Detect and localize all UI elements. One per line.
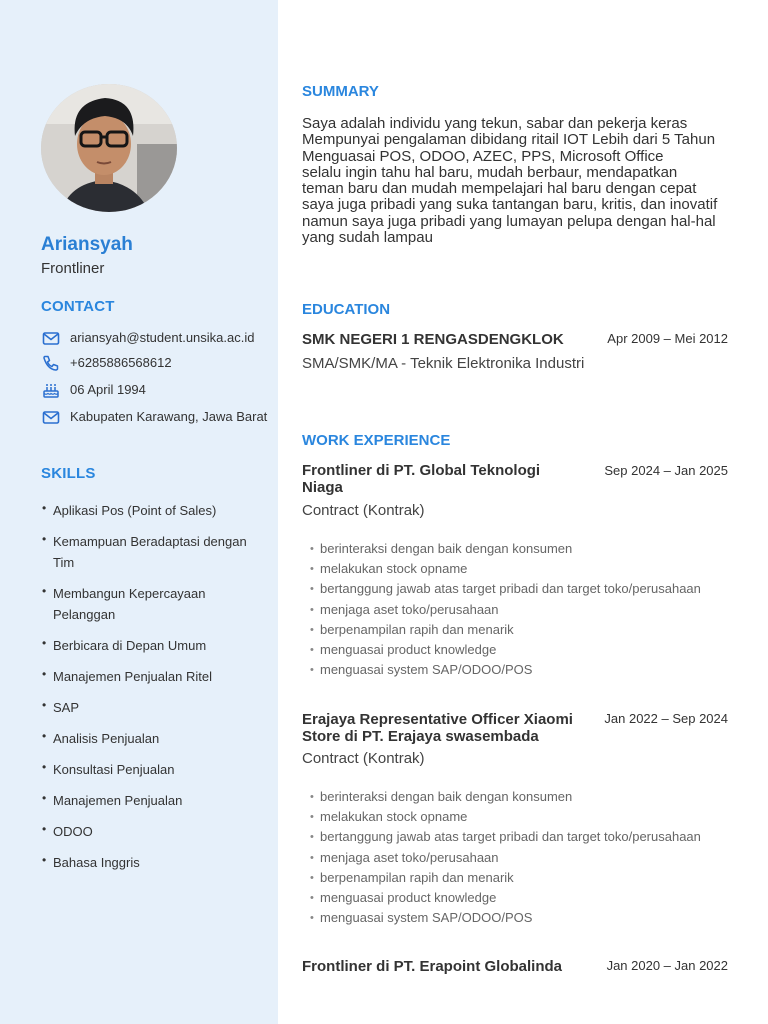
work-heading: WORK EXPERIENCE xyxy=(302,432,451,449)
skill-item: • Aplikasi Pos (Point of Sales) xyxy=(41,500,271,521)
education-program: SMA/SMK/MA - Teknik Elektronika Industri xyxy=(302,355,585,372)
profile-role: Frontliner xyxy=(41,260,105,277)
duty-item: • menguasai system SAP/ODOO/POS xyxy=(310,660,730,680)
contact-heading: CONTACT xyxy=(41,298,115,315)
job-contract: Contract (Kontrak) xyxy=(302,502,425,519)
contact-email-text: ariansyah@student.unsika.ac.id xyxy=(70,330,255,345)
contact-address-text: Kabupaten Karawang, Jawa Barat xyxy=(70,409,268,424)
skills-heading: SKILLS xyxy=(41,465,96,482)
cake-icon xyxy=(41,380,61,400)
job-duties xyxy=(310,539,730,680)
skill-item: • Analisis Penjualan xyxy=(41,728,271,749)
duty-item: • berpenampilan rapih dan menarik xyxy=(310,868,730,888)
skill-item: • Manajemen Penjualan xyxy=(41,790,271,811)
job-title: Erajaya Representative Officer Xiaomi Store di PT. Erajaya swasembada xyxy=(302,711,573,745)
job-duties xyxy=(310,787,730,928)
job-dates: Jan 2022 – Sep 2024 xyxy=(604,711,728,726)
education-heading: EDUCATION xyxy=(302,301,391,318)
job-contract: Contract (Kontrak) xyxy=(302,750,425,767)
skill-item: • Kemampuan Beradaptasi dengan Tim xyxy=(41,531,271,573)
education-school: SMK NEGERI 1 RENGASDENGKLOK xyxy=(302,331,564,348)
duty-item: • bertanggung jawab atas target pribadi dan target toko/perusahaan xyxy=(310,579,730,599)
job-dates: Sep 2024 – Jan 2025 xyxy=(604,463,728,478)
duty-item: • menguasai system SAP/ODOO/POS xyxy=(310,908,730,928)
duty-item: • menguasai product knowledge xyxy=(310,888,730,908)
duty-item: • berinteraksi dengan baik dengan konsumen xyxy=(310,539,730,559)
duty-item: • melakukan stock opname xyxy=(310,559,730,579)
duty-item: • menguasai product knowledge xyxy=(310,640,730,660)
skills-list xyxy=(41,500,271,883)
education-dates: Apr 2009 – Mei 2012 xyxy=(607,331,728,346)
skill-item: • ODOO xyxy=(41,821,271,842)
mail-icon xyxy=(41,328,61,348)
mail-icon xyxy=(41,407,61,427)
skill-item: • Manajemen Penjualan Ritel xyxy=(41,666,271,687)
job-title: Frontliner di PT. Global Teknologi Niaga xyxy=(302,462,541,496)
skill-item: • Membangun Kepercayaan Pelanggan xyxy=(41,583,271,625)
skill-item: • SAP xyxy=(41,697,271,718)
contact-phone[interactable] xyxy=(41,352,271,373)
contact-phone-text: +6285886568612 xyxy=(70,355,172,370)
skill-item: • Bahasa Inggris xyxy=(41,852,271,873)
profile-photo xyxy=(41,84,177,212)
contact-birthday-text: 06 April 1994 xyxy=(70,382,146,397)
duty-item: • berinteraksi dengan baik dengan konsumen xyxy=(310,787,730,807)
duty-item: • menjaga aset toko/perusahaan xyxy=(310,848,730,868)
main-content xyxy=(302,0,728,1024)
contact-birthday xyxy=(41,379,271,400)
summary-heading: SUMMARY xyxy=(302,83,379,100)
profile-name: Ariansyah xyxy=(41,234,133,255)
sidebar xyxy=(0,0,278,1024)
phone-icon xyxy=(41,353,61,373)
skill-item: • Konsultasi Penjualan xyxy=(41,759,271,780)
duty-item: • menjaga aset toko/perusahaan xyxy=(310,600,730,620)
contact-address xyxy=(41,406,271,427)
job-dates: Jan 2020 – Jan 2022 xyxy=(606,958,728,973)
skill-item: • Berbicara di Depan Umum xyxy=(41,635,271,656)
job-title: Frontliner di PT. Erapoint Globalinda xyxy=(302,958,563,975)
duty-item: • melakukan stock opname xyxy=(310,807,730,827)
duty-item: • bertanggung jawab atas target pribadi dan target toko/perusahaan xyxy=(310,827,730,847)
contact-email[interactable] xyxy=(41,327,271,348)
duty-item: • berpenampilan rapih dan menarik xyxy=(310,620,730,640)
summary-text: Saya adalah individu yang tekun, sabar dan pekerja keras Mempunyai pengalaman dibidang ritail IOT Lebih dari 5 Tahun Menguasai POS, ODOO, AZEC, PPS, Microsoft Office selalu ingin tahu hal baru, mudah berbaur, mendapatkan teman baru dan mudah mempelajari hal baru dengan cepat saya juga pribadi yang suka tantangan baru, kritis, dan inovatif namun saya juga pribadi yang lumayan pelupa dengan hal-hal yang sudah lampau xyxy=(302,115,718,247)
